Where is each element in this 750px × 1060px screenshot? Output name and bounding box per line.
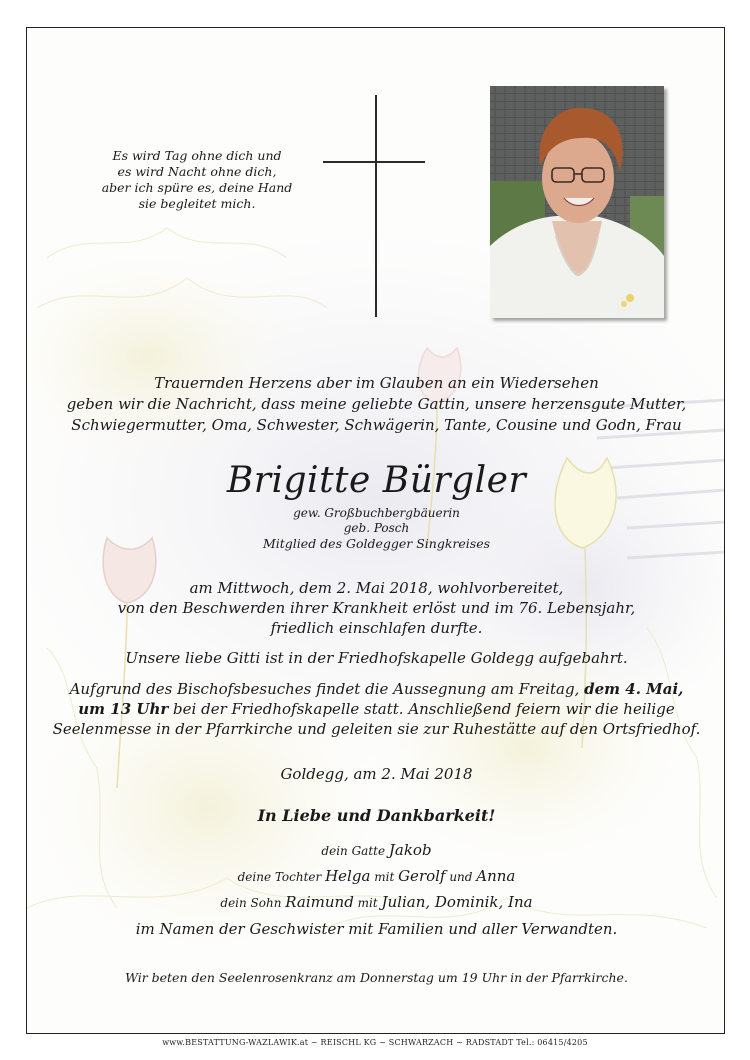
funeral-line [27,699,725,719]
funeral-time: um 13 Uhr [78,700,169,718]
funeral-date: dem 4. Mai, [584,680,684,698]
mourner-name: Jakob [388,841,432,859]
death-line: von den Beschwerden ihrer Krankheit erlöst und im 76. Lebensjahr, [117,599,636,617]
relation-label: deine Tochter [237,870,326,884]
membership: Mitglied des Goldegger Singkreises [262,536,491,551]
rosary-notice: Wir beten den Seelenrosenkranz am Donnerstag um 19 Uhr in der Pfarrkirche. [125,970,628,985]
mourner-name: Helga [325,867,371,885]
intro-line: Trauernden Herzens aber im Glauben an ein Wiedersehen [154,374,599,392]
mourner-name: Anna [476,867,516,885]
relation-label: mit [353,896,382,910]
death-line: friedlich einschlafen durfte. [270,619,483,637]
motto-line: Es wird Tag ohne dich und [112,148,282,163]
intro-line: Schwiegermutter, Oma, Schwester, Schwägerin, Tante, Cousine und Godn, Frau [71,416,682,434]
mourner-name: Julian, Dominik, Ina [381,893,533,911]
portrait-photo [490,86,664,318]
announcement-intro [27,373,725,436]
funeral-line: Seelenmesse in der Pfarrkirche und geleiten sie zur Ruhestätte auf den Ortsfriedhof. [52,720,701,738]
mourner-row [27,890,725,916]
funeral-line [27,679,725,699]
funeral-text: Aufgrund des Bischofsbesuches findet die Aussegnung am Freitag, [69,680,585,698]
intro-line: geben wir die Nachricht, dass meine geliebte Gattin, unsere herzensgute Mutter, [66,395,687,413]
mourners-list [27,838,725,916]
funeral-home-footer: www.BESTATTUNG-WAZLAWIK.at ~ REISCHL KG ~ SCHWARZACH ~ RADSTADT Tel.: 06415/4205 [162,1038,588,1047]
mourner-name: Gerolf [398,867,446,885]
death-notice [27,578,725,638]
cross-icon [319,95,429,317]
motto-line: sie begleitet mich. [138,196,256,211]
relation-label: und [445,870,477,884]
parte-card [26,27,725,1034]
relation-label: dein Sohn [220,896,286,910]
death-line: am Mittwoch, dem 2. Mai 2018, wohlvorbereitet, [189,579,564,597]
funeral-text: bei der Friedhofskapelle statt. Anschließend feiern wir die heilige [168,700,675,718]
deceased-details [27,506,725,551]
place-and-date: Goldegg, am 2. Mai 2018 [280,765,473,783]
mourner-row [27,838,725,864]
laid-out-notice: Unsere liebe Gitti ist in der Friedhofskapelle Goldegg aufgebahrt. [125,649,628,667]
relatives-line: im Namen der Geschwister mit Familien und aller Verwandten. [135,920,618,938]
closing-heading: In Liebe und Dankbarkeit! [257,806,496,825]
relation-label: dein Gatte [321,844,389,858]
mourner-row [27,864,725,890]
motto-verse [87,148,307,212]
funeral-details [27,679,725,739]
maiden-name: geb. Posch [343,521,410,535]
motto-line: es wird Nacht ohne dich, [117,164,277,179]
relation-label: mit [370,870,399,884]
former-occupation: gew. Großbuchbergbäuerin [293,506,460,520]
motto-line: aber ich spüre es, deine Hand [101,180,293,195]
mourner-name: Raimund [285,893,354,911]
deceased-name: Brigitte Bürgler [226,460,527,501]
